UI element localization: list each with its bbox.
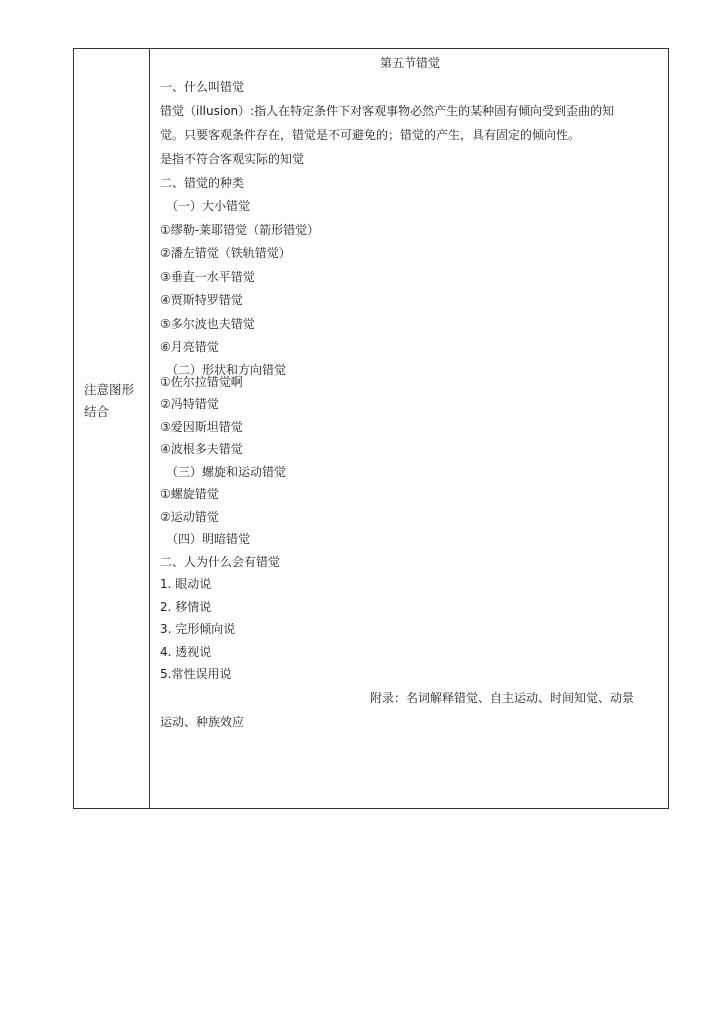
list-item: ①缪勒-莱耶错觉（箭形错觉） [160, 223, 320, 237]
list-item: ⑥月亮错觉 [160, 340, 219, 354]
subheading-shape-direction-illusion: （二）形状和方向错觉 [166, 363, 287, 377]
left-label-line-2: 结合 [84, 404, 110, 419]
heading-illusion-types: 二、错觉的种类 [160, 176, 245, 190]
list-item: 1. 眼动说 [160, 577, 212, 591]
heading-what-is-illusion: 一、什么叫错觉 [160, 80, 245, 94]
definition-line: 觉。只要客观条件存在，错觉是不可避免的；错觉的产生，具有固定的倾向性。 [160, 128, 581, 142]
list-item: ⑤多尔波也夫错觉 [160, 317, 255, 331]
definition-line: 错觉（illusion）:指人在特定条件下对客观事物必然产生的某种固有倾向受到歪曲的知 [160, 104, 615, 118]
section-title: 第五节错觉 [379, 56, 440, 70]
list-item: ④贾斯特罗错觉 [160, 293, 243, 307]
column-divider [149, 49, 150, 808]
list-item: 3. 完形倾向说 [160, 622, 236, 636]
appendix-line: 运动、种族效应 [160, 715, 245, 729]
subheading-size-illusion: （一）大小错觉 [166, 199, 251, 213]
list-item: 4. 透视说 [160, 645, 212, 659]
list-item: ③爱因斯坦错觉 [160, 420, 243, 434]
list-item: ①螺旋错觉 [160, 487, 219, 501]
subheading-brightness-illusion: （四）明暗错觉 [166, 532, 251, 546]
list-item: 2. 移情说 [160, 600, 212, 614]
list-item: ②冯特错觉 [160, 397, 219, 411]
definition-line: 是指不符合客观实际的知觉 [160, 152, 305, 166]
subheading-spiral-motion-illusion: （三）螺旋和运动错觉 [166, 465, 287, 479]
list-item: ③垂直一水平错觉 [160, 270, 255, 284]
left-column-label [84, 379, 144, 423]
appendix-line: 附录：名词解释错觉、自主运动、时间知觉、动景 [370, 691, 635, 705]
list-item: ②运动错觉 [160, 510, 219, 524]
list-item: ①佐尔拉错觉啊 [160, 375, 243, 389]
left-label-line-1: 注意图形 [84, 382, 135, 397]
list-item: 5.常性误用说 [160, 667, 232, 681]
list-item: ②潘左错觉（铁轨错觉） [160, 246, 291, 260]
document-table [73, 48, 669, 809]
heading-why-illusion: 二、人为什么会有错觉 [160, 555, 281, 569]
list-item: ④波根多夫错觉 [160, 442, 243, 456]
